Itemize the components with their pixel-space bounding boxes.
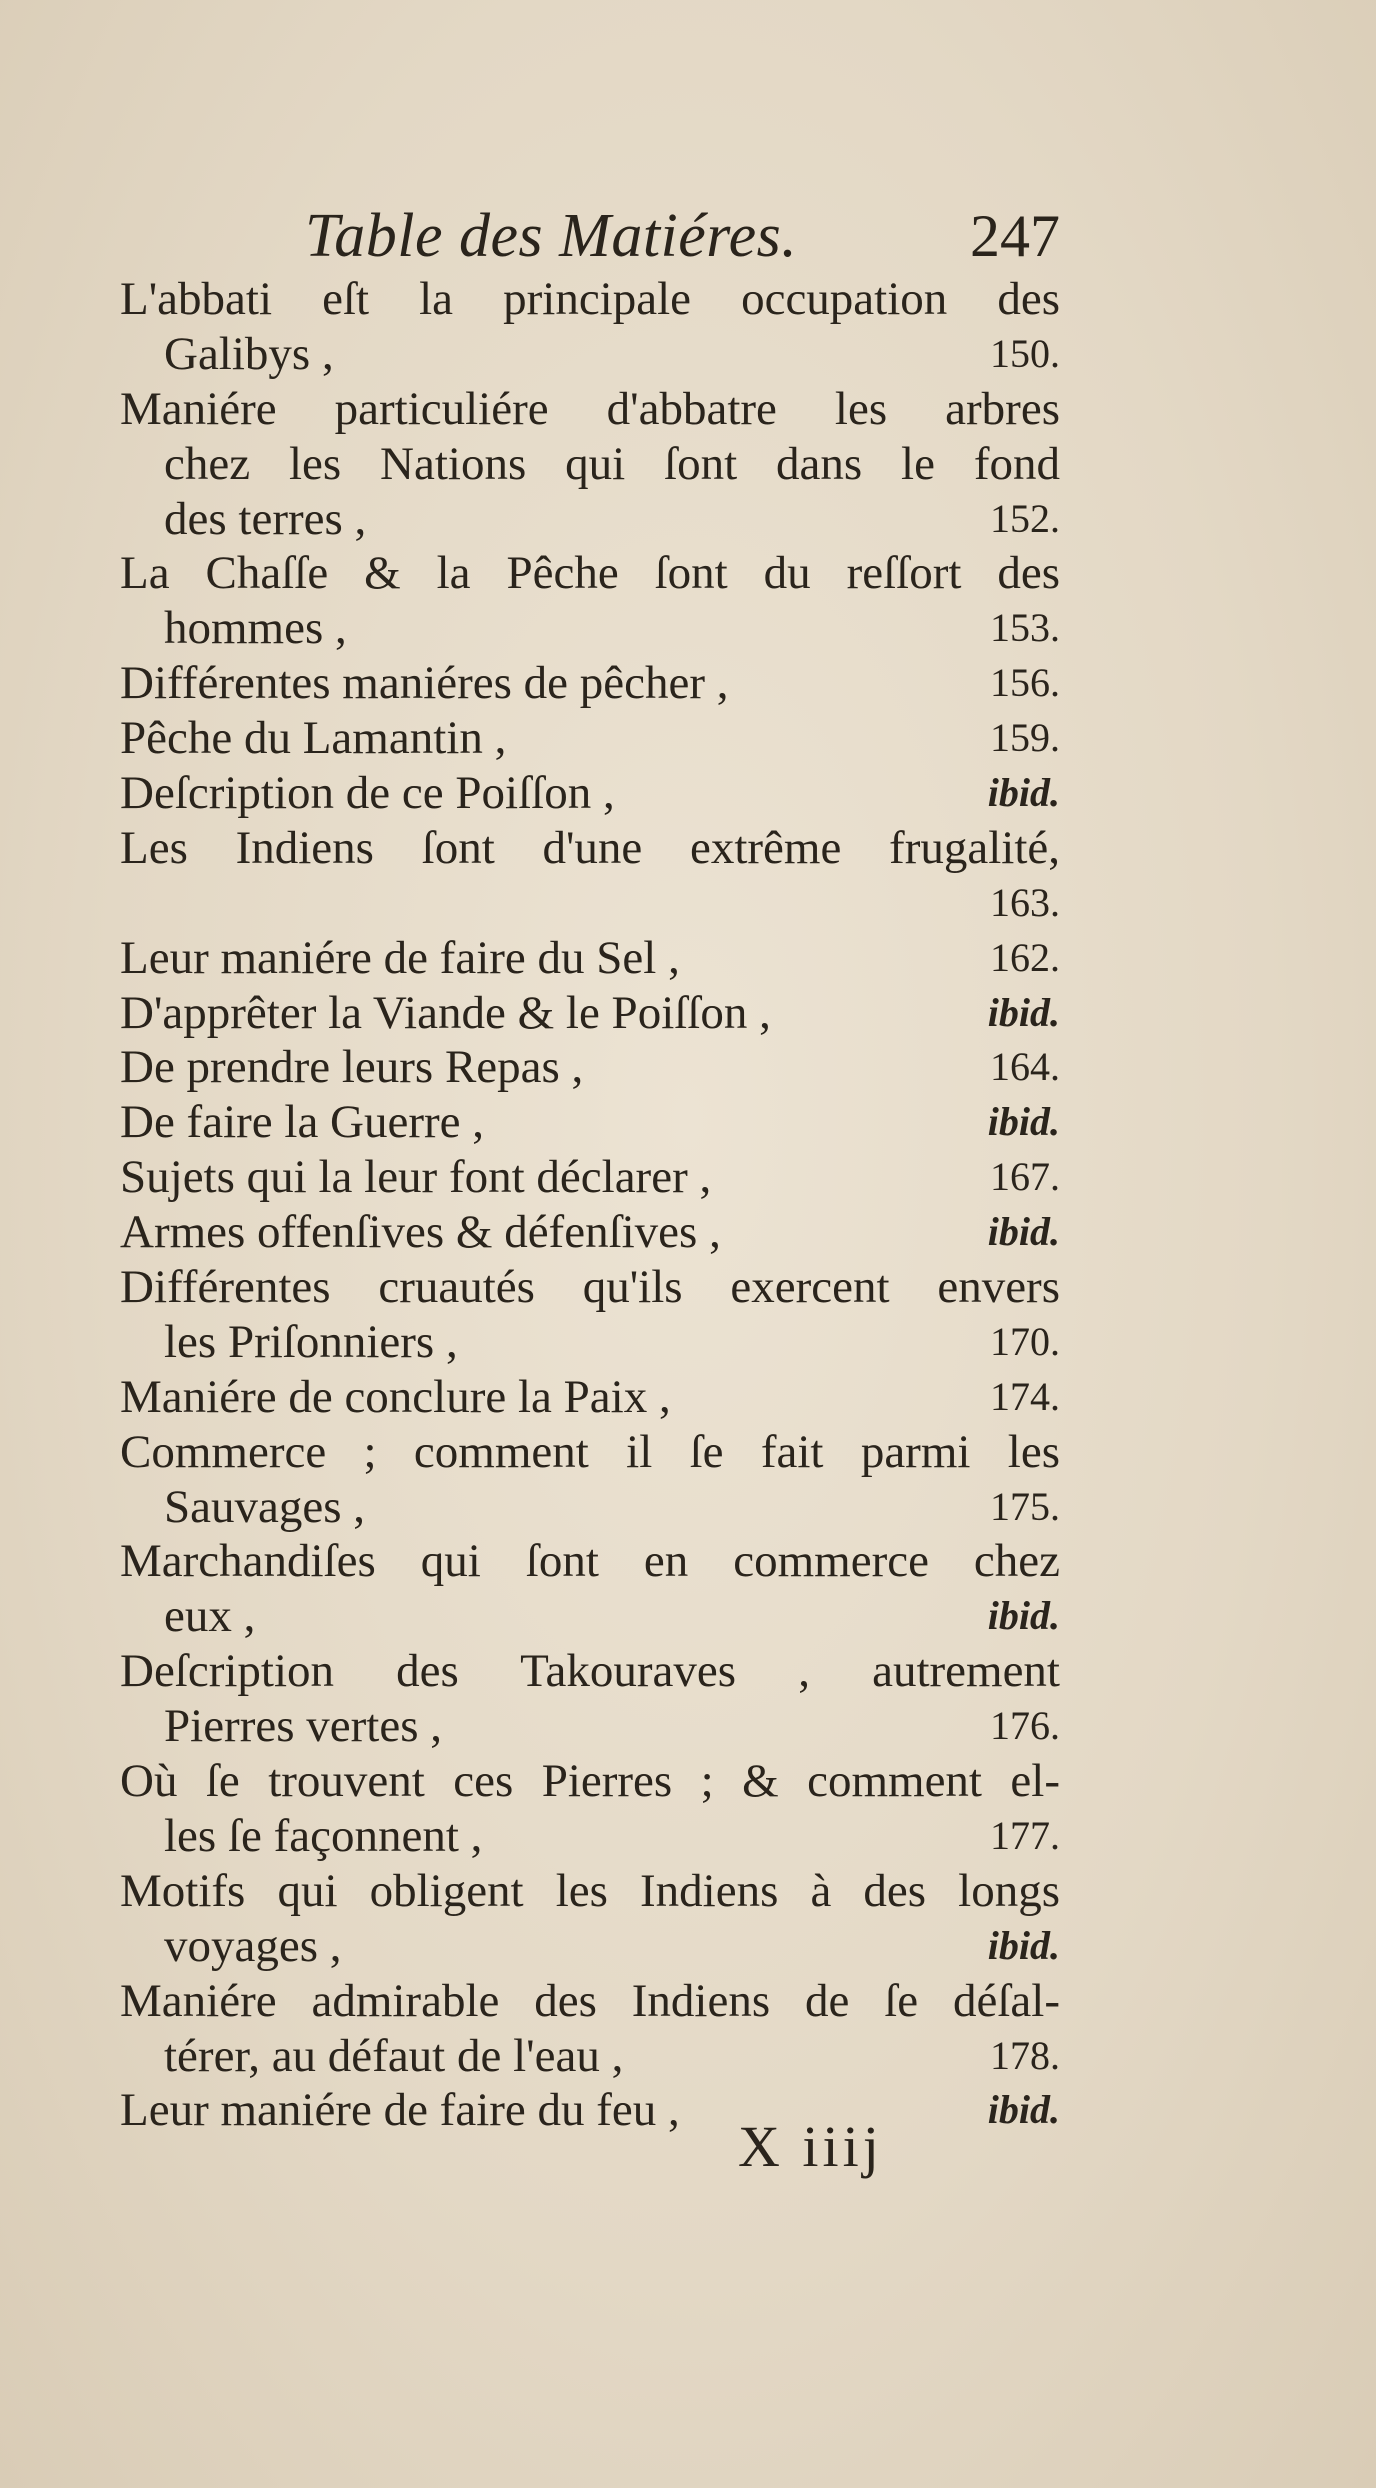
entry-text: Galibys , [164, 327, 334, 380]
toc-line [120, 1534, 1060, 1589]
page-number: 247 [970, 203, 1060, 269]
toc-line [120, 1699, 1060, 1754]
toc-line [120, 272, 1060, 327]
entry-text: les Priſonniers , [164, 1315, 458, 1368]
entry-page-ref: ibid. [987, 1209, 1060, 1255]
entry-text: Leur maniére de faire du feu , [120, 2084, 680, 2137]
toc-line [120, 876, 1060, 931]
entry-text: térer, au défaut de l'eau , [164, 2029, 624, 2082]
toc-line [120, 821, 1060, 876]
toc-line [120, 766, 1060, 821]
entry-page-ref: ibid. [987, 989, 1060, 1035]
toc-line [120, 382, 1060, 437]
entry-text: les ſe façonnent , [164, 1809, 483, 1862]
entry-text: L'abbati eſt la principale occupation des [120, 273, 1060, 325]
toc-line [120, 1864, 1060, 1919]
entry-page-ref: ibid. [987, 1922, 1060, 1968]
entry-text: chez les Nations qui ſont dans le fond [164, 437, 1060, 490]
running-header [120, 196, 1060, 276]
entry-text: Motifs qui obligent les Indiens à des longs [120, 1864, 1060, 1917]
entry-text: Sujets qui la leur font déclarer , [120, 1151, 712, 1204]
toc-line [120, 931, 1060, 986]
toc-line [120, 1095, 1060, 1150]
entry-page-ref: 150. [990, 330, 1060, 376]
toc-line [120, 492, 1060, 547]
entry-page-ref: 164. [990, 1044, 1060, 1090]
entry-page-ref: 176. [990, 1703, 1060, 1749]
entry-page-ref: 167. [990, 1154, 1060, 1200]
entry-text: Maniére particuliére d'abbatre les arbres [120, 382, 1060, 435]
entry-text: Maniére admirable des Indiens de ſe déſal- [120, 1974, 1060, 2027]
toc-line [120, 986, 1060, 1041]
entry-page-ref: 170. [990, 1318, 1060, 1364]
toc-line [120, 437, 1060, 492]
entry-text: Deſcription de ce Poiſſon , [120, 767, 615, 820]
entry-text: D'apprêter la Viande & le Poiſſon , [120, 986, 771, 1039]
toc-line [120, 327, 1060, 382]
entry-text: Marchandiſes qui ſont en commerce chez [120, 1535, 1060, 1588]
entry-text: Pêche du Lamantin , [120, 712, 507, 765]
toc-line [120, 1809, 1060, 1864]
toc-line [120, 2029, 1060, 2084]
entry-page-ref: 156. [990, 660, 1060, 706]
entry-text: Sauvages , [164, 1480, 366, 1533]
entry-text: Différentes cruautés qu'ils exercent envers [120, 1261, 1060, 1314]
toc-line [120, 1425, 1060, 1480]
entry-text: De faire la Guerre , [120, 1096, 485, 1149]
toc-line [120, 1205, 1060, 1260]
toc-line [120, 1370, 1060, 1425]
entry-page-ref: 163. [990, 879, 1060, 925]
entry-page-ref: ibid. [987, 1593, 1060, 1639]
toc-line [120, 1260, 1060, 1315]
entry-text: des terres , [164, 492, 367, 545]
entry-text: Deſcription des Takouraves , autrement [120, 1645, 1060, 1698]
toc-line [120, 546, 1060, 601]
entry-page-ref: 159. [990, 715, 1060, 761]
entry-text: Différentes maniéres de pêcher , [120, 657, 729, 710]
entry-page-ref: 175. [990, 1483, 1060, 1529]
entry-page-ref: 153. [990, 605, 1060, 651]
toc-line [120, 1150, 1060, 1205]
entry-text: Les Indiens ſont d'une extrême frugalité, [120, 821, 1060, 874]
entry-text: hommes , [164, 602, 347, 655]
printer-signature: X iiij [738, 2114, 883, 2179]
entry-text: La Chaſſe & la Pêche ſont du reſſort des [120, 547, 1060, 600]
entry-page-ref: 162. [990, 934, 1060, 980]
toc-line [120, 1315, 1060, 1370]
entry-text: eux , [164, 1590, 256, 1643]
entry-page-ref: ibid. [987, 2087, 1060, 2133]
page-title: Table des Matiéres. [305, 202, 798, 270]
table-of-contents [120, 272, 1060, 2138]
toc-line [120, 601, 1060, 656]
toc-line [120, 1754, 1060, 1809]
entry-text: Pierres vertes , [164, 1700, 442, 1753]
entry-text: voyages , [164, 1919, 342, 1972]
entry-page-ref: 152. [990, 495, 1060, 541]
entry-text: Commerce ; comment il ſe fait parmi les [120, 1425, 1060, 1478]
toc-line [120, 711, 1060, 766]
toc-line [120, 1480, 1060, 1535]
entry-page-ref: ibid. [987, 770, 1060, 816]
toc-line [120, 1589, 1060, 1644]
entry-page-ref: 174. [990, 1373, 1060, 1419]
entry-text: Armes offenſives & défenſives , [120, 1206, 721, 1259]
toc-line [120, 1919, 1060, 1974]
entry-text: Où ſe trouvent ces Pierres ; & comment el- [120, 1755, 1060, 1808]
toc-line [120, 2083, 1060, 2138]
toc-line [120, 1040, 1060, 1095]
entry-text: Maniére de conclure la Paix , [120, 1370, 671, 1423]
entry-page-ref: 178. [990, 2032, 1060, 2078]
toc-line [120, 656, 1060, 711]
entry-text: Leur maniére de faire du Sel , [120, 931, 680, 984]
toc-line [120, 1974, 1060, 2029]
entry-text: De prendre leurs Repas , [120, 1041, 584, 1094]
entry-page-ref: ibid. [987, 1099, 1060, 1145]
entry-page-ref: 177. [990, 1812, 1060, 1858]
toc-line [120, 1644, 1060, 1699]
